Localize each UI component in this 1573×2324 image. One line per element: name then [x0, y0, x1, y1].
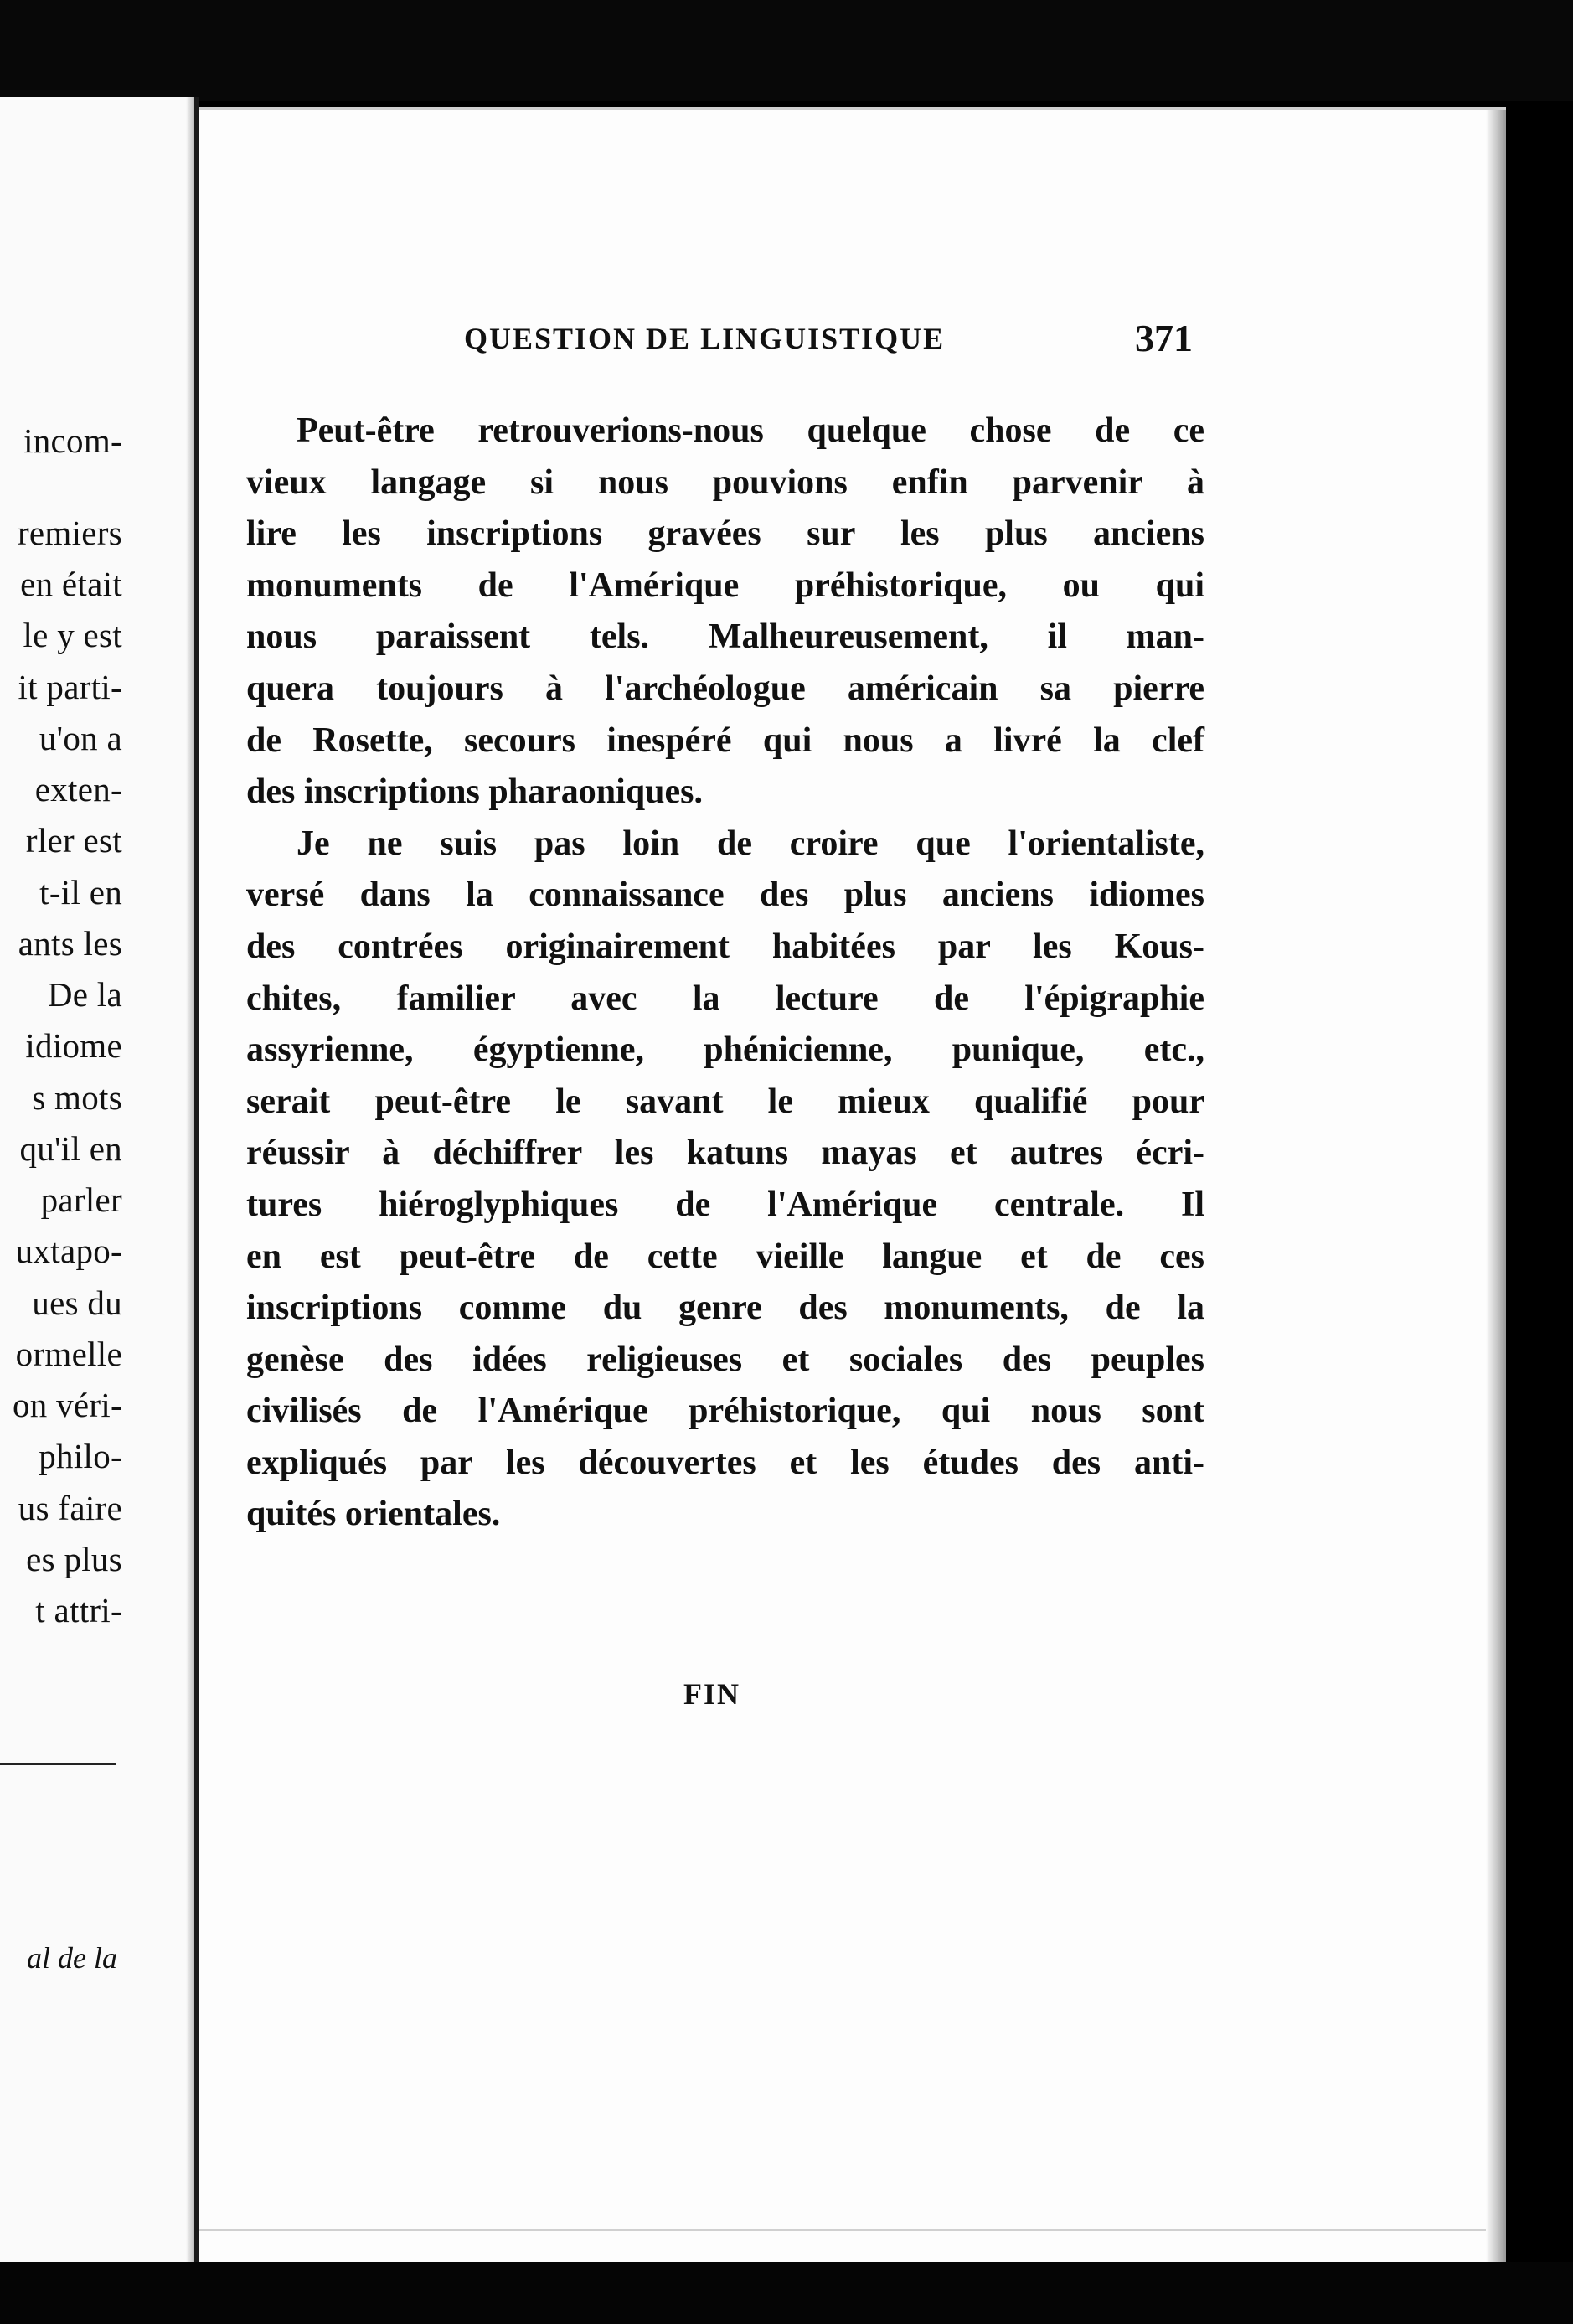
- text-line: assyrienne, égyptienne, phénicienne, punique, etc.,: [246, 1030, 1204, 1070]
- left-page-line: s mots: [32, 1078, 122, 1117]
- text-line: vieux langage si nous pouvions enfin parvenir à: [246, 462, 1204, 502]
- left-page-line: t attri-: [35, 1591, 122, 1629]
- left-page-text-clip: [0, 97, 122, 2265]
- left-page-line: ues du: [32, 1283, 122, 1322]
- text-line: monuments de l'Amérique préhistorique, ou qui: [246, 566, 1204, 605]
- text-line: genèse des idées religieuses et sociales des peuples: [246, 1340, 1204, 1379]
- text-line: expliqués par les découvertes et les études des anti-: [246, 1443, 1204, 1482]
- text-line: Je ne suis pas loin de croire que l'orientaliste,: [297, 824, 1204, 863]
- gutter-shadow: [186, 97, 194, 2265]
- text-line: chites, familier avec la lecture de l'épigraphie: [246, 979, 1204, 1018]
- left-page-line: exten-: [34, 770, 122, 808]
- text-line: en est peut-être de cette vieille langue et de ces: [246, 1237, 1204, 1276]
- left-page-line: ormelle: [15, 1335, 122, 1373]
- text-line: des inscriptions pharaoniques.: [246, 772, 703, 812]
- scan-bottom-border: [0, 2262, 1573, 2324]
- text-line: quera toujours à l'archéologue américain sa pierre: [246, 669, 1204, 708]
- left-page-line: philo-: [39, 1437, 122, 1475]
- page-bottom-edge: [199, 2229, 1489, 2231]
- text-line: des contrées originairement habitées par les Kous-: [246, 927, 1204, 966]
- text-line: quités orientales.: [246, 1495, 501, 1534]
- text-line: Peut-être retrouverions-nous quelque chose de ce: [297, 411, 1204, 450]
- text-line: lire les inscriptions gravées sur les plus anciens: [246, 514, 1204, 554]
- left-page-line: t-il en: [39, 873, 122, 912]
- scan-top-border: [0, 0, 1573, 101]
- left-footnote-rule: [0, 1763, 116, 1765]
- left-page-line: us faire: [18, 1489, 122, 1527]
- left-page-line: idiome: [25, 1026, 122, 1065]
- page-number: 371: [1135, 317, 1193, 359]
- paragraph: [246, 819, 1204, 1541]
- text-line: tures hiéroglyphiques de l'Amérique centrale. Il: [246, 1185, 1204, 1224]
- text-line: réussir à déchiffrer les katuns mayas et autres écri-: [246, 1134, 1204, 1173]
- left-page-line: incom-: [23, 421, 122, 460]
- running-head: QUESTION DE LINGUISTIQUE: [464, 322, 946, 355]
- text-line: de Rosette, secours inespéré qui nous a livré la clef: [246, 720, 1204, 760]
- left-page-fragment: [0, 97, 194, 2265]
- paragraph: [246, 405, 1204, 819]
- text-line: versé dans la connaissance des plus anciens idiomes: [246, 875, 1204, 915]
- text-line: civilisés de l'Amérique préhistorique, qui nous sont: [246, 1392, 1204, 1431]
- left-page-line: uxtapo-: [15, 1232, 122, 1270]
- left-page-line: remiers: [17, 514, 122, 552]
- left-page-line: on véri-: [12, 1386, 122, 1424]
- left-page-line: parler: [40, 1180, 122, 1219]
- left-page-line: ants les: [18, 924, 122, 963]
- end-mark: FIN: [683, 1677, 740, 1711]
- left-page-line: en était: [20, 565, 122, 603]
- left-page-line: qu'il en: [19, 1129, 122, 1168]
- page-edge-shadow: [1486, 110, 1506, 2271]
- left-page-line: le y est: [23, 616, 122, 654]
- body-text: [246, 405, 1204, 1541]
- left-footnote: al de la: [27, 1941, 117, 1975]
- text-line: nous paraissent tels. Malheureusement, il man-: [246, 617, 1204, 657]
- left-page-line: rler est: [25, 821, 122, 860]
- text-line: inscriptions comme du genre des monuments, de la: [246, 1289, 1204, 1328]
- left-page-line: it parti-: [18, 668, 122, 706]
- left-page-line: u'on a: [39, 719, 122, 757]
- left-page-line: es plus: [26, 1540, 122, 1578]
- left-page-line: De la: [47, 975, 122, 1014]
- text-line: serait peut-être le savant le mieux qualifié pour: [246, 1082, 1204, 1121]
- right-page: [199, 107, 1506, 2271]
